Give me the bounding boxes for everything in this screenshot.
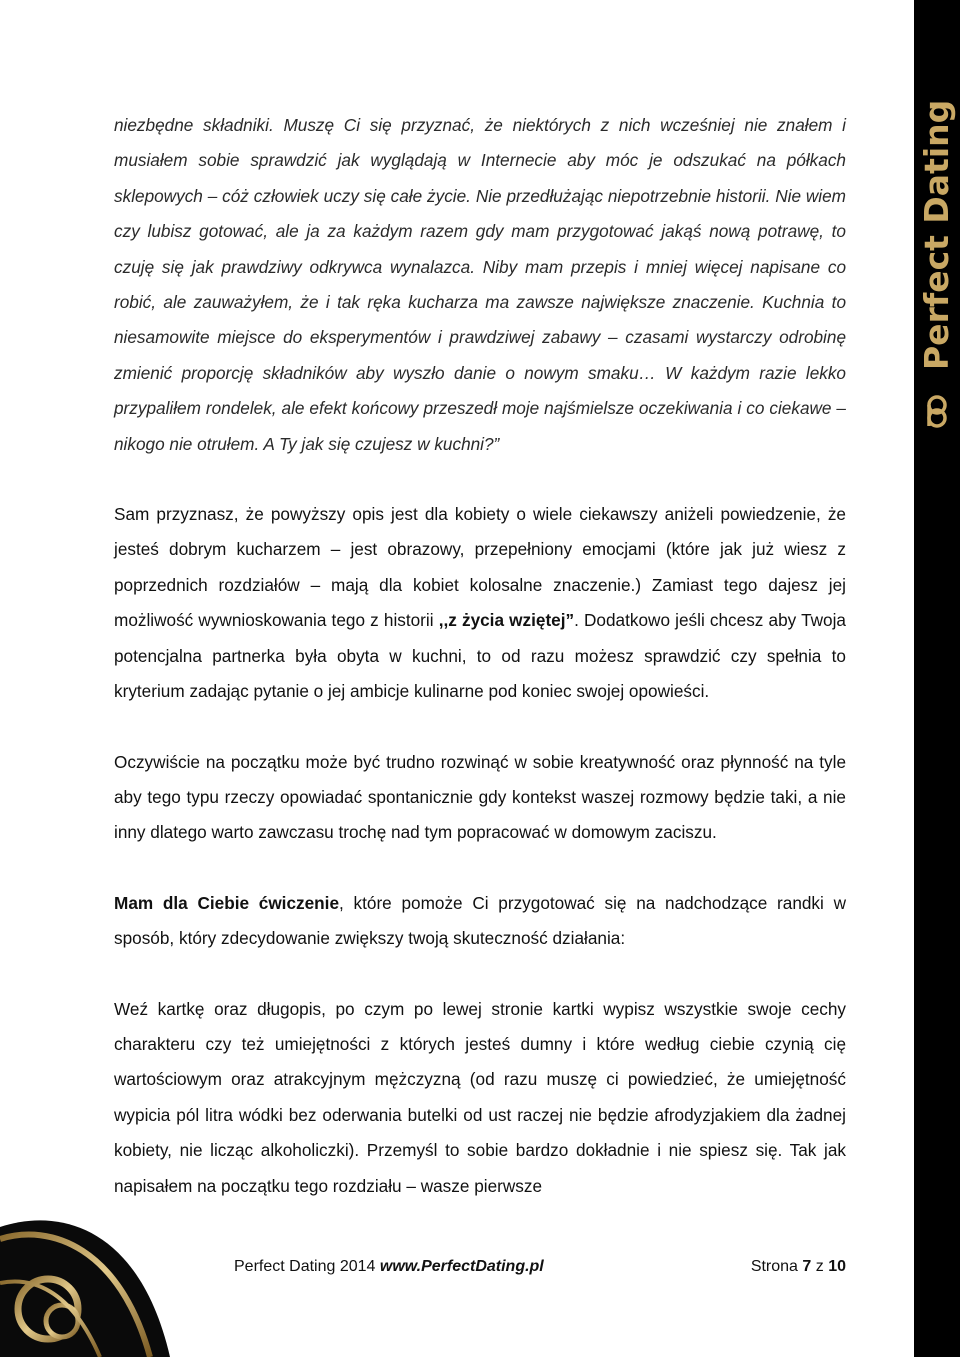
page-number [751, 1255, 846, 1279]
page-total: 10 [828, 1258, 846, 1275]
footer-website-link[interactable]: www.PerfectDating.pl [379, 1258, 544, 1275]
page-current: 7 [802, 1258, 812, 1275]
brand-mark [918, 60, 956, 380]
pd-logo-icon [922, 394, 952, 428]
exercise-heading: Mam dla Ciebie ćwiczenie [114, 892, 340, 913]
paragraph-analysis-text-b: . Dodatkowo jeśli chcesz aby Twoja potencjalna partnerka była obyta w kuchni, to od razu możesz sprawdzić czy spełnia to kryterium zadając pytanie o jej ambicje kulinarne pod koniec swojej opowieści. [114, 610, 846, 702]
decorative-swirl-icon [0, 1187, 170, 1357]
paragraph-story: niezbędne składniki. Muszę Ci się przyznać, że niektórych z nich wcześniej nie znałem i musiałem sobie sprawdzić jak wyglądają w Internecie aby móc je odszukać na półkach sklepowych – cóż człowiek uczy się całe życie. Nie przedłużając niepotrzebnie historii. Nie wiem czy lubisz gotować, ale ja za każdym razem gdy mam przygotować jakąś nową potrawę, to czuję się jak prawdziwy odkrywca wynalazca. Niby mam przepis i mniej więcej napisane co robić, ale zauważyłem, że i tak ręka kucharza ma zawsze największe znaczenie. Kuchnia to niesamowite miejsce do eksperymentów i prawdziwej zabawy – czasami wystarczy odrobinę zmienić proporcję składników aby wyszło danie o nowym smaku… W każdym razie lekko przypaliłem rondelek, ale efekt końcowy przeszedł moje najśmielsze oczekiwania i co ciekawe – nikogo nie otrułem. A Ty jak się czujesz w kuchni?” [114, 115, 846, 454]
page-of: z [811, 1258, 829, 1275]
footer-copyright: Perfect Dating 2014 [234, 1258, 380, 1275]
paragraph-exercise-intro [114, 886, 846, 957]
paragraph-analysis-text-a: Sam przyznasz, że powyższy opis jest dla kobiety o wiele ciekawszy aniżeli powiedzenie, że jesteś dobrym kucharzem – jest obrazowy, przepełniony emocjami (które jak już wiesz z poprzednich rozdziałów – mają dla kobiet kolosalne znaczenie.) Zamiast tego dajesz jej możliwość wywnioskowania tego z historii [114, 504, 846, 631]
paragraph-exercise: Weź kartkę oraz długopis, po czym po lewej stronie kartki wypisz wszystkie swoje cechy charakteru czy też umiejętności z których jesteś dumny i które według ciebie czynią cię wartościowym oraz atrakcyjnym mężczyzną (od razu muszę ci powiedzieć, że umiejętność wypicia pól litra wódki bez oderwania butelki od ust raczej nie będzie afrodyzjakiem dla żadnej kobiety, nie licząc alkoholiczki). Przemyśl to sobie bardzo dokładnie i nie spiesz się. Tak jak napisałem na początku tego rozdziału – wasze pierwsze [114, 998, 846, 1196]
footer-left [234, 1255, 544, 1279]
paragraph-exercise-intro-text: , które pomoże Ci przygotować się na nadchodzące randki w sposób, który zdecydowanie zwiększy twoją skuteczność działania: [114, 892, 846, 949]
brand-name: Perfect Dating [917, 99, 956, 370]
page-label: Strona [750, 1258, 803, 1275]
paragraph-analysis [114, 497, 846, 709]
quoted-phrase: ,,z życia wziętej” [438, 610, 575, 631]
paragraph-practice: Oczywiście na początku może być trudno rozwinąć w sobie kreatywność oraz płynność na tyle aby tego typu rzeczy opowiadać spontanicznie gdy kontekst waszej rozmowy będzie taki, a nie inny dlatego warto zawczasu trochę nad tym popracować w domowym zaciszu. [114, 751, 846, 843]
document-body [114, 108, 846, 1204]
brand-sidebar [914, 0, 960, 1357]
